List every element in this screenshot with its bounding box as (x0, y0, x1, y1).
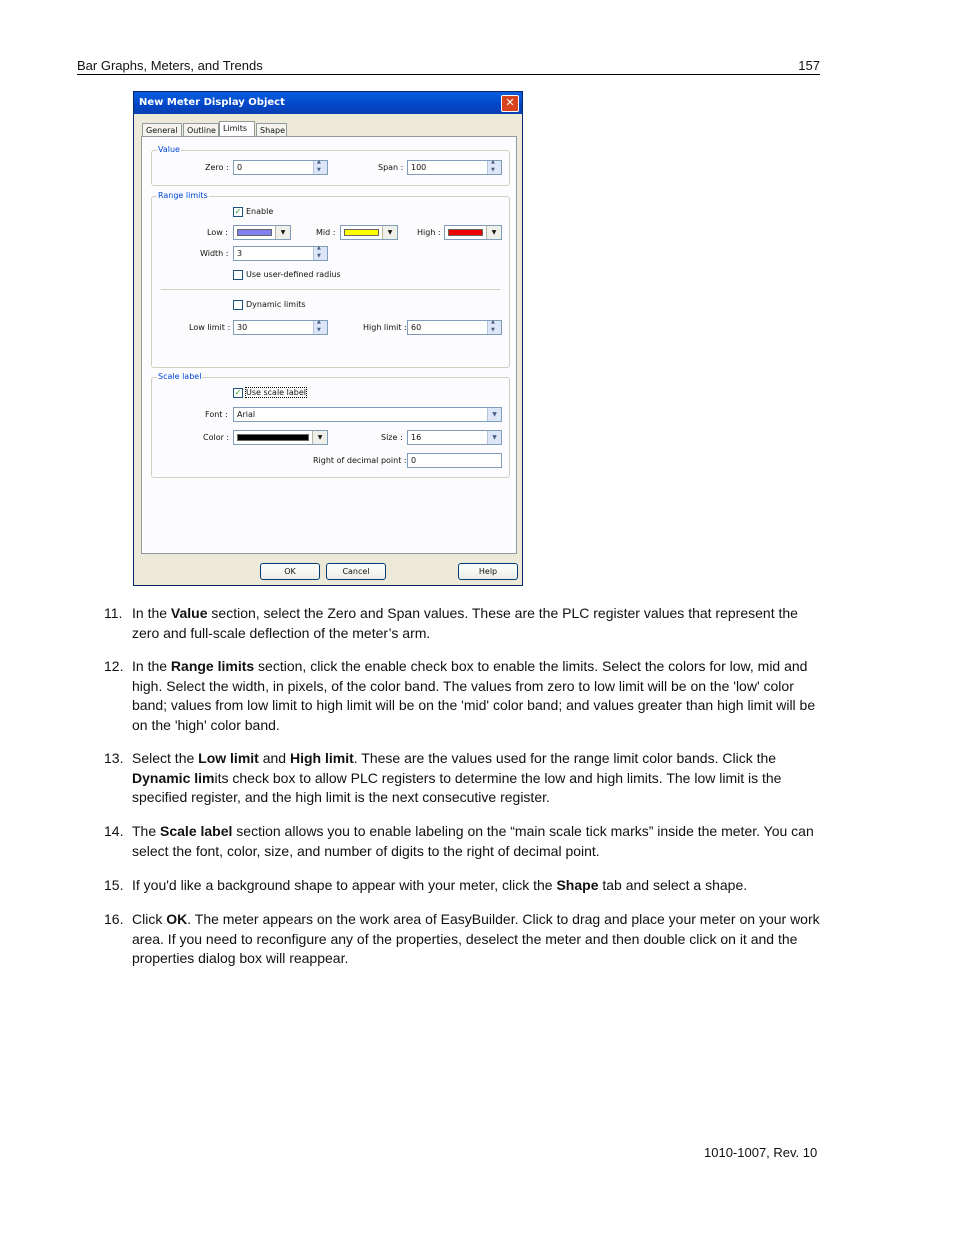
step-text (132, 604, 822, 643)
range-separator (161, 289, 500, 290)
mid-color-label: Mid : (316, 228, 336, 237)
step-bold-term: High limit (289, 750, 354, 766)
low-color-swatch (237, 229, 272, 236)
font-label: Font : (205, 410, 228, 419)
tab-general[interactable]: General (142, 123, 182, 136)
dynamic-limits-checkbox[interactable] (233, 300, 243, 310)
dialog-title: New Meter Display Object (139, 97, 285, 108)
step-text-run: Select the (132, 750, 199, 766)
step-text (132, 822, 822, 861)
step-bold-term: Range limits (170, 658, 255, 674)
low-color-label: Low : (207, 228, 228, 237)
size-value: 16 (411, 433, 422, 442)
spinner-arrows-icon[interactable] (487, 161, 501, 174)
value-group (151, 145, 510, 186)
close-icon[interactable]: ✕ (501, 95, 519, 112)
page-header (77, 57, 820, 75)
width-spinner[interactable] (233, 246, 328, 261)
step-number: 15. (104, 877, 124, 893)
enable-checkbox[interactable]: ✓ (234, 207, 242, 216)
enable-label: Enable (246, 207, 274, 216)
size-label: Size : (381, 433, 403, 442)
cancel-button[interactable]: Cancel (326, 563, 386, 580)
scale-color-swatch (237, 434, 309, 441)
font-value: Arial (237, 410, 256, 419)
spinner-arrows-icon[interactable] (313, 321, 327, 334)
step-text-run: its check box to allow PLC registers to determine the low and high limits. The low limit is the specified register, and the high limit is the next consecutive register. (132, 769, 782, 805)
spinner-arrows-icon[interactable] (313, 247, 327, 260)
step-text (132, 910, 822, 969)
step-bold-term: Scale label (160, 823, 233, 839)
step-bold-term: Dynamic lim (132, 769, 215, 786)
high-color-swatch (448, 229, 483, 236)
spinner-arrows-icon[interactable] (487, 321, 501, 334)
step-number: 12. (104, 658, 124, 674)
zero-value: 0 (237, 163, 243, 172)
step-text-run: tab and select a shape. (598, 877, 748, 893)
range-limits-title: Range limits (158, 191, 208, 200)
high-limit-value: 60 (411, 323, 422, 332)
spinner-arrows-icon[interactable] (313, 161, 327, 174)
step-text-run: Click (132, 911, 167, 927)
step-text-run: and (258, 750, 290, 766)
step-number: 14. (104, 823, 124, 839)
use-scale-label-checkbox[interactable]: ✓ (234, 388, 242, 397)
step-number: 11. (104, 605, 123, 621)
zero-spinner[interactable] (233, 160, 328, 175)
size-select[interactable] (407, 430, 502, 445)
step-bold-term: Shape (556, 877, 599, 893)
step-number: 16. (104, 911, 124, 927)
value-group-title: Value (158, 145, 180, 154)
mid-color-picker[interactable] (340, 225, 398, 240)
low-limit-label: Low limit : (189, 323, 231, 332)
use-scale-label-text: Use scale label (246, 388, 306, 397)
step-text-run: section allows you to enable labeling on the “main scale tick marks” inside the meter. You can select the font, color, size, and number of digits to the right of decimal point. (132, 823, 814, 859)
low-color-picker[interactable] (233, 225, 291, 240)
chevron-down-icon[interactable]: ▼ (487, 431, 501, 444)
dropdown-arrow-icon[interactable]: ▼ (275, 226, 290, 239)
step-text-run: section, click the enable check box to enable the limits. Select the colors for low, mid and high. Select the width, in pixels, of the color band. The values from zero to low limit will be on the 'low' color band; values from low limit to high limit will be on the 'mid' color band; and values greater than high limit will be on the 'high' color band. (132, 658, 816, 733)
dialog-titlebar (134, 92, 522, 114)
step-text-run: In the (132, 658, 171, 674)
help-button[interactable]: Help (458, 563, 518, 580)
step-text-run: section, select the Zero and Span values. These are the PLC register values that represent the zero and full-scale deflection of the meter’s arm. (132, 605, 798, 641)
decimal-label: Right of decimal point : (313, 456, 407, 465)
step-text-run: In the (132, 605, 171, 621)
chevron-down-icon[interactable]: ▼ (487, 408, 501, 421)
span-label: Span : (378, 163, 404, 172)
span-value: 100 (411, 163, 427, 172)
step-text-run: . The meter appears on the work area of EasyBuilder. Click to drag and place your meter on your work area. If you need to reconfigure any of the properties, deselect the meter and then double click on it and the properties dialog box will reappear. (132, 911, 820, 966)
user-radius-checkbox[interactable] (233, 270, 243, 280)
decimal-input[interactable] (407, 453, 502, 468)
step-text-run: The (132, 823, 161, 839)
step-text (132, 657, 822, 735)
step-text-run: If you'd like a background shape to appear with your meter, click the (132, 877, 557, 893)
step-text-run: . These are the values used for the range limit color bands. Click the (353, 750, 777, 766)
decimal-value: 0 (411, 456, 417, 465)
dropdown-arrow-icon[interactable]: ▼ (486, 226, 501, 239)
font-select[interactable] (233, 407, 502, 422)
zero-label: Zero : (205, 163, 229, 172)
high-limit-label: High limit : (363, 323, 407, 332)
dynamic-limits-label: Dynamic limits (246, 300, 306, 309)
high-color-picker[interactable] (444, 225, 502, 240)
scale-label-title: Scale label (158, 372, 202, 381)
step-text (132, 876, 822, 896)
header-section-title: Bar Graphs, Meters, and Trends (77, 58, 263, 73)
step-bold-term: OK (166, 911, 188, 927)
header-page-number: 157 (798, 58, 820, 73)
limits-panel (141, 136, 517, 554)
range-limits-group (151, 191, 510, 368)
meter-dialog (133, 91, 523, 586)
span-spinner[interactable] (407, 160, 502, 175)
step-bold-term: Value (170, 605, 208, 621)
ok-button[interactable]: OK (260, 563, 320, 580)
scale-color-picker[interactable] (233, 430, 328, 445)
tab-outline[interactable]: Outline (183, 123, 219, 136)
tab-shape[interactable]: Shape (256, 123, 287, 136)
step-text (132, 749, 822, 808)
user-radius-label: Use user-defined radius (246, 270, 341, 279)
width-label: Width : (200, 249, 229, 258)
step-number: 13. (104, 750, 124, 766)
high-color-label: High : (417, 228, 441, 237)
scale-color-label: Color : (203, 433, 230, 442)
low-limit-value: 30 (237, 323, 248, 332)
dropdown-arrow-icon[interactable]: ▼ (382, 226, 397, 239)
mid-color-swatch (344, 229, 379, 236)
tab-limits[interactable]: Limits (219, 121, 255, 137)
width-value: 3 (237, 249, 243, 258)
dropdown-arrow-icon[interactable]: ▼ (312, 431, 327, 444)
scale-label-group (151, 372, 510, 478)
low-limit-spinner[interactable] (233, 320, 328, 335)
page-footer: 1010-1007, Rev. 10 (704, 1145, 818, 1160)
high-limit-spinner[interactable] (407, 320, 502, 335)
step-bold-term: Low limit (198, 750, 259, 766)
